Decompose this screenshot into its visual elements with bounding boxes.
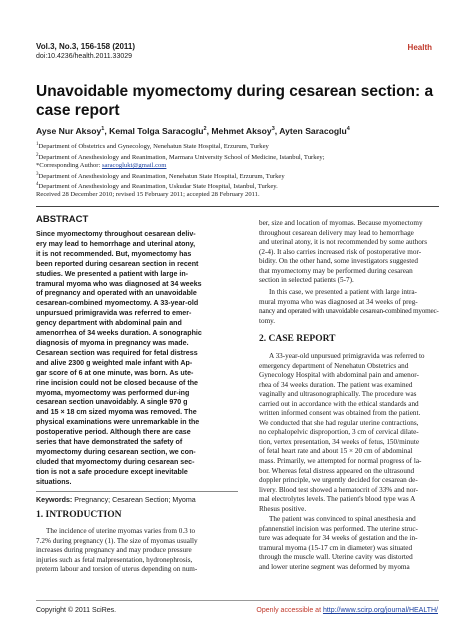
keywords-label: Keywords: (36, 496, 73, 504)
affiliation-superscript: 4 (36, 182, 39, 188)
footer-rule (36, 600, 439, 601)
volume-info: Vol.3, No.3, 156-158 (2011) (36, 42, 136, 51)
text-line: of fetal heart rate and about 15 × 20 cm of abdominal (259, 447, 413, 456)
abstract-line: postoperative period. Although there are case (36, 428, 191, 437)
intro-body (36, 527, 239, 575)
text-line: and uterinal atony, it is not recommended by some authors (259, 238, 427, 247)
abstract-rule (36, 491, 238, 492)
text-line: rhea of 34 weeks duration. The patient was examined (259, 380, 413, 389)
abstract-line: of pregnancy and operated with an unavoidable (36, 289, 197, 298)
author-name: Ayten Saracoglu (279, 126, 347, 136)
intro-paragraph-2 (259, 288, 439, 326)
text-line: written informed consent was obtained from the patient. (259, 409, 421, 418)
paper-title (36, 82, 446, 120)
abstract-line: Cesarean section was required for fetal distress (36, 348, 198, 357)
abstract-line: gar score of 6 at one minute, was born. As ute- (36, 368, 194, 377)
corresponding-email-link[interactable]: saracoglukt@gmail.com (101, 162, 167, 170)
text-line: section in selected patients (5-7). (259, 276, 354, 285)
text-line: We conducted that she had regular uterine contractions, (259, 418, 419, 427)
text-line: vaginally and ultrasonographically. The procedure was (259, 390, 417, 399)
text-line: increases during pregnancy and may produce pressure (36, 546, 192, 555)
text-line: injuries such as fetal malpresentation, hydronephrosis, (36, 555, 193, 564)
journal-url-link[interactable]: http://www.scirp.org/journal/HEALTH/ (322, 607, 438, 614)
abstract-line: cluded that myomectomy during cesarean sec- (36, 457, 195, 466)
intro-heading: 1. INTRODUCTION (36, 510, 122, 520)
affiliations (36, 141, 456, 192)
text-line: preterm labour and torsion of uterus depending on num- (36, 565, 198, 574)
received-dates: Received 28 December 2010; revised 15 February 2011; accepted 28 February 2011. (36, 191, 260, 198)
text-line: In this case, we presented a patient with large intra- (269, 288, 417, 296)
text-line: bor. Whereas fetal distress appeared on the ultrasound (259, 466, 415, 475)
abstract-body (36, 230, 236, 488)
text-line: A 33-year-old unpursued primigravida was referred to (269, 352, 425, 360)
abstract-line: amenorrhea of 34 weeks duration. A sonographic (36, 329, 202, 338)
divider-rule (36, 206, 439, 207)
text-line: mural myoma who was diagnosed at 34 weeks of preg- (259, 297, 418, 306)
text-line: mal electrolytes levels. The patient's blood type was A (259, 495, 416, 504)
text-line: throughout cesarean delivery may lead to hemorrhage (259, 228, 414, 237)
author-superscript: 1 (101, 126, 105, 133)
text-line: tomy. (259, 316, 276, 325)
abstract-line: Since myomectomy throughout cesarean deliv- (36, 230, 196, 238)
affiliation-text: Department of Anesthesiology and Reanimation, Marmara University School of Medicine, Istanbul, Turkey; (38, 153, 325, 161)
abstract-line: gency department with abdominal pain and (36, 319, 182, 328)
affiliation-text: Department of Anesthesiology and Reanimation, Nenehatun State Hospital, Erzurum, Turkey (38, 172, 285, 180)
abstract-line: unpursued primigravida was referred to emer- (36, 309, 192, 318)
text-line: bidity. On the other hand, some investigators suggested (259, 257, 419, 266)
author-name: Kemal Tolga Saracoglu (109, 126, 204, 136)
abstract-heading: ABSTRACT (36, 214, 89, 225)
abstract-line: myomectomy during cesarean section, we con- (36, 447, 196, 456)
intro-continued (259, 219, 439, 286)
author-superscript: 3 (271, 126, 275, 133)
affiliation-superscript: 3 (36, 171, 39, 177)
title-line-2: case report (36, 102, 120, 119)
abstract-line: tion is not a safe procedure except inevitable (36, 467, 188, 476)
abstract-line: and alive 2300 g weighted male infant with Ap- (36, 358, 193, 367)
affiliation-superscript: 2 (36, 152, 39, 158)
abstract-line: series that have demonstrated the safety of (36, 438, 183, 447)
text-line: no cephalopelvic disproportion, 3 cm of cervical dilate- (259, 428, 419, 437)
affiliation-text: *Corresponding Author: (36, 162, 102, 170)
text-line: Gynecology Hospital with abdominal pain and amenor- (259, 371, 419, 380)
abstract-line: tramural myoma who was diagnosed at 34 weeks (36, 279, 202, 288)
keywords-list: Pregnancy; Cesarean Section; Myoma (72, 496, 196, 504)
text-line: that myomectomy may be performed during cesarean (259, 266, 413, 275)
affiliation-superscript: 1 (36, 142, 39, 147)
text-line: ber, size and location of myomas. Because myomectomy (259, 219, 423, 227)
abstract-line: it is not recommended. But, myomectomy has (36, 249, 192, 258)
text-line: mass. Primarily, we attempted for normal progress of la- (259, 457, 422, 466)
text-line: tion, vertex presentation, 34 weeks of fetus, 150/minute (259, 437, 420, 446)
author-superscript: 2 (203, 126, 207, 133)
title-line-1: Unavoidable myomectomy during cesarean section: a (36, 83, 434, 100)
case-report-body-2 (259, 515, 439, 572)
affiliation-line (36, 162, 456, 170)
text-line: carried out in accordance with the ethical standards and (259, 399, 419, 408)
affiliation-line (36, 152, 456, 163)
open-access-line (256, 607, 438, 614)
abstract-line: and 15 × 18 cm sized myoma was removed. The (36, 408, 197, 417)
text-line: and lower uterine segment was deformed by myoma (259, 562, 410, 571)
author-list: Ayse Nur Aksoy$^1$, Kemal Tolga Saracoglu$^2$, Mehmet Aksoy$^3$, Ayten Saracoglu$^4$ (36, 126, 350, 136)
affiliation-text: Department of Obstetrics and Gynecology, Nenehatun State Hospital, Erzurum, Turkey (38, 143, 269, 151)
affiliation-text: Department of Anesthesiology and Reanimation, Uskudar State Hospital, Istanbul, Turkey. (38, 183, 278, 191)
abstract-line: cesarean-combined myomectomy. A 33-year-old (36, 299, 199, 308)
text-line: 7.2% during pregnancy (1). The size of myomas usually (36, 536, 198, 545)
abstract-line: cesarean section unavoidably. A single 970 g (36, 398, 188, 407)
affiliation-line (36, 141, 456, 152)
journal-name: Health (407, 43, 432, 52)
copyright: Copyright © 2011 SciRes. (36, 607, 117, 614)
keywords (36, 496, 196, 504)
text-line: Rhesus positive. (259, 504, 307, 513)
text-line: tramural myoma (15-17 cm in diameter) was situated (259, 543, 413, 552)
author-superscript: 4 (346, 126, 350, 133)
text-line: nancy and operated with unavoidable cesarean-combined myomec- (259, 307, 439, 316)
text-line: livery. Blood test showed a hematocrit of 33% and nor- (259, 485, 419, 494)
abstract-line: physical examinations were unremarkable in the (36, 418, 200, 427)
abstract-line: myoma, myomectomy was performed dur-ing (36, 388, 190, 397)
case-report-heading: 2. CASE REPORT (259, 334, 336, 344)
affiliation-line (36, 171, 456, 182)
text-line: The patient was convinced to spinal anesthesia and (269, 515, 416, 523)
author-name: Mehmet Aksoy (211, 126, 272, 136)
doi: doi:10.4236/health.2011.33029 (36, 53, 133, 60)
abstract-line: studies. We presented a patient with large in- (36, 269, 189, 278)
abstract-line: diagnosis of myoma in pregnancy was made. (36, 338, 189, 347)
case-report-body (259, 352, 439, 514)
author-name: Ayse Nur Aksoy (36, 126, 102, 136)
text-line: ture was adequate for 34 weeks of gestation and the in- (259, 534, 418, 543)
abstract-line: rine incision could not be closed because of the (36, 378, 199, 387)
text-line: doppler principle, we urgently decided for cesarean de- (259, 476, 418, 485)
text-line: through the muscle wall. Uterine cavity was distorted (259, 553, 413, 562)
text-line: pfannenstiel incision was performed. The uterine struc- (259, 524, 418, 533)
open-access-label: Openly accessible at (256, 607, 323, 614)
text-line: The incidence of uterine myomas varies from 0.3 to (46, 527, 196, 535)
abstract-line: situations. (36, 477, 72, 486)
abstract-line: ery may lead to hemorrhage and uterinal atony, (36, 239, 196, 248)
abstract-line: been reported during cesarean section in recent (36, 259, 199, 268)
text-line: (2-4). It also carries increased risk of postoperative mor- (259, 247, 422, 256)
text-line: emergency department of Nenehatun Obstetrics and (259, 361, 409, 370)
